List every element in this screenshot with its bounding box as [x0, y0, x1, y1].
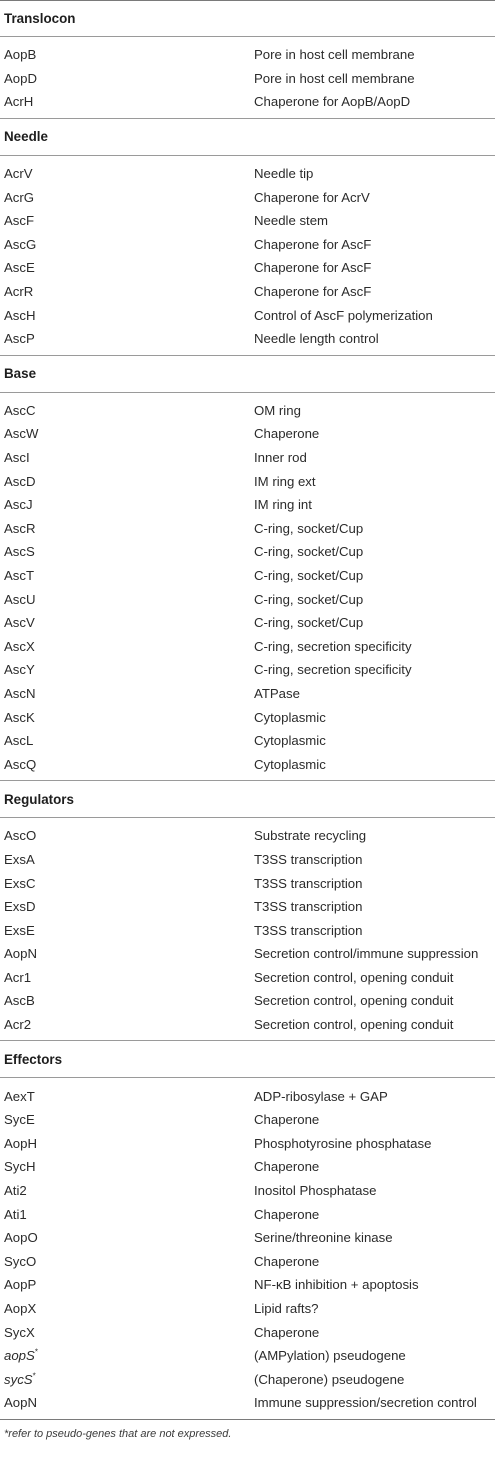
- gene-name-cell: [0, 426, 254, 441]
- gene-name: AscQ: [4, 756, 37, 772]
- table-row: [0, 1391, 495, 1415]
- gene-name: AscD: [4, 473, 36, 489]
- gene-name-cell: [0, 615, 254, 630]
- section-rows: [0, 37, 495, 118]
- table-row: [0, 162, 495, 186]
- table-row: [0, 989, 495, 1013]
- gene-name: AscC: [4, 402, 36, 418]
- gene-name-cell: [0, 710, 254, 725]
- gene-name-cell: [0, 544, 254, 559]
- function-cell: C-ring, socket/Cup: [254, 591, 364, 607]
- gene-name-cell: [0, 450, 254, 465]
- function-cell: Serine/threonine kinase: [254, 1230, 393, 1246]
- function-cell: Immune suppression/secretion control: [254, 1395, 477, 1411]
- gene-name: SycH: [4, 1159, 36, 1175]
- gene-name: AexT: [4, 1088, 35, 1104]
- gene-name-cell: [0, 1112, 254, 1127]
- gene-name-cell: [0, 1017, 254, 1032]
- gene-name-cell: [0, 1159, 254, 1174]
- table-row: [0, 185, 495, 209]
- footnote-marker: *: [32, 1371, 36, 1381]
- gene-name: ExsA: [4, 851, 35, 867]
- gene-name: AscT: [4, 567, 35, 583]
- function-cell: Chaperone for AcrV: [254, 189, 370, 205]
- gene-name-cell: [0, 71, 254, 86]
- table-row: [0, 303, 495, 327]
- gene-name-cell: [0, 1325, 254, 1340]
- table-row: [0, 446, 495, 470]
- function-cell: Chaperone for AopB/AopD: [254, 94, 411, 110]
- gene-name-cell: [0, 237, 254, 252]
- table-row: [0, 422, 495, 446]
- gene-name-cell: [0, 639, 254, 654]
- function-cell: T3SS transcription: [254, 899, 363, 915]
- gene-name-cell: [0, 403, 254, 418]
- gene-name: AopH: [4, 1135, 37, 1151]
- table-row: [0, 256, 495, 280]
- function-cell: Chaperone: [254, 1206, 320, 1222]
- function-cell: IM ring int: [254, 497, 312, 513]
- table-row: [0, 634, 495, 658]
- gene-name: Acr1: [4, 969, 32, 985]
- table-row: [0, 1013, 495, 1037]
- function-cell: Chaperone for AscF: [254, 260, 372, 276]
- function-cell: Chaperone: [254, 1253, 320, 1269]
- function-cell: T3SS transcription: [254, 851, 363, 867]
- gene-name: AscP: [4, 331, 35, 347]
- table-row: [0, 1179, 495, 1203]
- gene-name-cell: [0, 1395, 254, 1410]
- table-row: [0, 611, 495, 635]
- gene-name: AopN: [4, 1395, 37, 1411]
- gene-name: AopP: [4, 1277, 37, 1293]
- function-cell: Needle tip: [254, 166, 314, 182]
- table-row: [0, 1226, 495, 1250]
- gene-name: AscL: [4, 733, 34, 749]
- table-row: [0, 587, 495, 611]
- gene-name-cell: [0, 260, 254, 275]
- gene-name-cell: [0, 970, 254, 985]
- gene-name: AscH: [4, 307, 36, 323]
- gene-name-cell: [0, 828, 254, 843]
- table-row: [0, 1202, 495, 1226]
- function-cell: OM ring: [254, 402, 301, 418]
- function-cell: Inositol Phosphatase: [254, 1183, 377, 1199]
- gene-name: AscY: [4, 662, 35, 678]
- gene-name: AscX: [4, 638, 35, 654]
- gene-name: AscI: [4, 450, 30, 466]
- function-cell: NF-κB inhibition + apoptosis: [254, 1277, 419, 1293]
- section-header: Translocon: [0, 0, 495, 37]
- table-row: [0, 280, 495, 304]
- gene-name-cell: [0, 1230, 254, 1245]
- section-rows: [0, 393, 495, 781]
- function-cell: Cytoplasmic: [254, 756, 326, 772]
- gene-name-cell: [0, 308, 254, 323]
- function-cell: Chaperone: [254, 1112, 320, 1128]
- table-row: [0, 493, 495, 517]
- function-cell: ATPase: [254, 685, 300, 701]
- gene-name-cell: [0, 47, 254, 62]
- function-cell: Control of AscF polymerization: [254, 307, 433, 323]
- function-cell: C-ring, secretion specificity: [254, 638, 412, 654]
- gene-name: AscV: [4, 615, 35, 631]
- gene-name: AscE: [4, 260, 35, 276]
- table-footnote: *refer to pseudo-genes that are not expressed.: [4, 1427, 232, 1440]
- table-row: [0, 752, 495, 776]
- gene-name-cell: [0, 1301, 254, 1316]
- gene-name-cell: [0, 474, 254, 489]
- gene-name: AopO: [4, 1230, 38, 1246]
- table-row: [0, 729, 495, 753]
- gene-name: AscR: [4, 520, 36, 536]
- gene-name: SycE: [4, 1112, 35, 1128]
- table-row: [0, 658, 495, 682]
- gene-name-cell: [0, 852, 254, 867]
- table-row: [0, 90, 495, 114]
- table-row: [0, 705, 495, 729]
- function-cell: Secretion control, opening conduit: [254, 993, 454, 1009]
- gene-name: sycS: [4, 1371, 33, 1387]
- function-cell: C-ring, socket/Cup: [254, 544, 364, 560]
- gene-name-cell: [0, 331, 254, 346]
- gene-name: SycO: [4, 1253, 37, 1269]
- table-row: [0, 1108, 495, 1132]
- section-rows: [0, 818, 495, 1040]
- gene-name-cell: [0, 521, 254, 536]
- gene-name: AscW: [4, 426, 39, 442]
- function-cell: Phosphotyrosine phosphatase: [254, 1135, 432, 1151]
- gene-name-cell: [0, 497, 254, 512]
- gene-name-cell: [0, 1348, 254, 1363]
- function-cell: ADP-ribosylase + GAP: [254, 1088, 388, 1104]
- table-row: [0, 848, 495, 872]
- gene-name-cell: [0, 1254, 254, 1269]
- function-cell: T3SS transcription: [254, 875, 363, 891]
- gene-name: AcrR: [4, 284, 34, 300]
- gene-name: AopN: [4, 946, 37, 962]
- function-cell: Chaperone: [254, 1159, 320, 1175]
- gene-name: AscN: [4, 685, 36, 701]
- gene-name: ExsE: [4, 922, 35, 938]
- function-cell: Cytoplasmic: [254, 733, 326, 749]
- gene-name-cell: [0, 757, 254, 772]
- table-row: [0, 327, 495, 351]
- function-cell: C-ring, secretion specificity: [254, 662, 412, 678]
- section-header: Effectors: [0, 1040, 495, 1078]
- gene-name-cell: [0, 1277, 254, 1292]
- function-cell: (AMPylation) pseudogene: [254, 1348, 406, 1364]
- table-row: [0, 895, 495, 919]
- section-rows: [0, 156, 495, 355]
- gene-name-cell: [0, 190, 254, 205]
- table-row: [0, 564, 495, 588]
- table-row: [0, 540, 495, 564]
- function-cell: Inner rod: [254, 450, 307, 466]
- function-cell: Needle length control: [254, 331, 379, 347]
- gene-name: AscK: [4, 709, 35, 725]
- table-row: [0, 1132, 495, 1156]
- gene-name: Ati1: [4, 1206, 27, 1222]
- table-row: [0, 399, 495, 423]
- function-cell: Secretion control/immune suppression: [254, 946, 479, 962]
- gene-name: AscS: [4, 544, 35, 560]
- function-cell: Pore in host cell membrane: [254, 70, 415, 86]
- footnote-marker: *: [34, 1347, 38, 1357]
- gene-name-cell: [0, 166, 254, 181]
- gene-name: AscG: [4, 236, 37, 252]
- gene-name-cell: [0, 592, 254, 607]
- gene-name-cell: [0, 993, 254, 1008]
- gene-name: AopB: [4, 47, 37, 63]
- table-row: [0, 209, 495, 233]
- function-cell: Secretion control, opening conduit: [254, 1017, 454, 1033]
- function-cell: Lipid rafts?: [254, 1301, 319, 1317]
- gene-name: AscO: [4, 828, 37, 844]
- section-rows: [0, 1078, 495, 1418]
- table-row: [0, 1155, 495, 1179]
- table-row: [0, 682, 495, 706]
- function-cell: T3SS transcription: [254, 922, 363, 938]
- gene-name-cell: [0, 1136, 254, 1151]
- function-cell: (Chaperone) pseudogene: [254, 1371, 405, 1387]
- function-cell: Chaperone: [254, 426, 320, 442]
- function-cell: Chaperone: [254, 1324, 320, 1340]
- table-row: [0, 233, 495, 257]
- section-header: Needle: [0, 118, 495, 156]
- table-row: [0, 1297, 495, 1321]
- table-row: [0, 43, 495, 67]
- table-row: [0, 966, 495, 990]
- section-header: Base: [0, 355, 495, 393]
- table-row: [0, 871, 495, 895]
- function-cell: Pore in host cell membrane: [254, 47, 415, 63]
- gene-name: AopX: [4, 1301, 37, 1317]
- table-row: [0, 517, 495, 541]
- gene-name: aopS: [4, 1348, 35, 1364]
- gene-name: Ati2: [4, 1183, 27, 1199]
- gene-name: AcrG: [4, 189, 35, 205]
- gene-name: AscJ: [4, 497, 33, 513]
- gene-name-cell: [0, 1207, 254, 1222]
- gene-name: SycX: [4, 1324, 35, 1340]
- function-cell: Chaperone for AscF: [254, 284, 372, 300]
- function-cell: C-ring, socket/Cup: [254, 567, 364, 583]
- gene-name: AcrV: [4, 166, 33, 182]
- function-cell: C-ring, socket/Cup: [254, 520, 364, 536]
- function-cell: Needle stem: [254, 213, 329, 229]
- function-cell: Chaperone for AscF: [254, 236, 372, 252]
- gene-name-cell: [0, 1372, 254, 1387]
- table-row: [0, 1273, 495, 1297]
- table-row: [0, 824, 495, 848]
- gene-name: AscF: [4, 213, 35, 229]
- table-row: [0, 942, 495, 966]
- table-row: [0, 1250, 495, 1274]
- function-cell: IM ring ext: [254, 473, 316, 489]
- gene-name-cell: [0, 284, 254, 299]
- gene-name-cell: [0, 1183, 254, 1198]
- gene-name: AopD: [4, 70, 37, 86]
- gene-name-cell: [0, 662, 254, 677]
- table-row: [0, 1084, 495, 1108]
- gene-name: AscU: [4, 591, 36, 607]
- gene-name: Acr2: [4, 1017, 32, 1033]
- section-header: Regulators: [0, 780, 495, 818]
- gene-name: AcrH: [4, 94, 34, 110]
- gene-name-cell: [0, 876, 254, 891]
- gene-name-cell: [0, 923, 254, 938]
- gene-name: ExsC: [4, 875, 36, 891]
- table-row: [0, 1320, 495, 1344]
- table-row: [0, 1344, 495, 1368]
- gene-name-cell: [0, 946, 254, 961]
- gene-name: AscB: [4, 993, 35, 1009]
- function-cell: C-ring, socket/Cup: [254, 615, 364, 631]
- gene-name-cell: [0, 1089, 254, 1104]
- function-cell: Substrate recycling: [254, 828, 367, 844]
- gene-name: ExsD: [4, 899, 36, 915]
- table-row: [0, 1368, 495, 1392]
- gene-name-cell: [0, 733, 254, 748]
- function-cell: Cytoplasmic: [254, 709, 326, 725]
- function-cell: Secretion control, opening conduit: [254, 969, 454, 985]
- gene-name-cell: [0, 686, 254, 701]
- table-row: [0, 67, 495, 91]
- gene-name-cell: [0, 899, 254, 914]
- gene-name-cell: [0, 213, 254, 228]
- gene-name-cell: [0, 568, 254, 583]
- table-row: [0, 469, 495, 493]
- gene-name-cell: [0, 94, 254, 109]
- table-row: [0, 918, 495, 942]
